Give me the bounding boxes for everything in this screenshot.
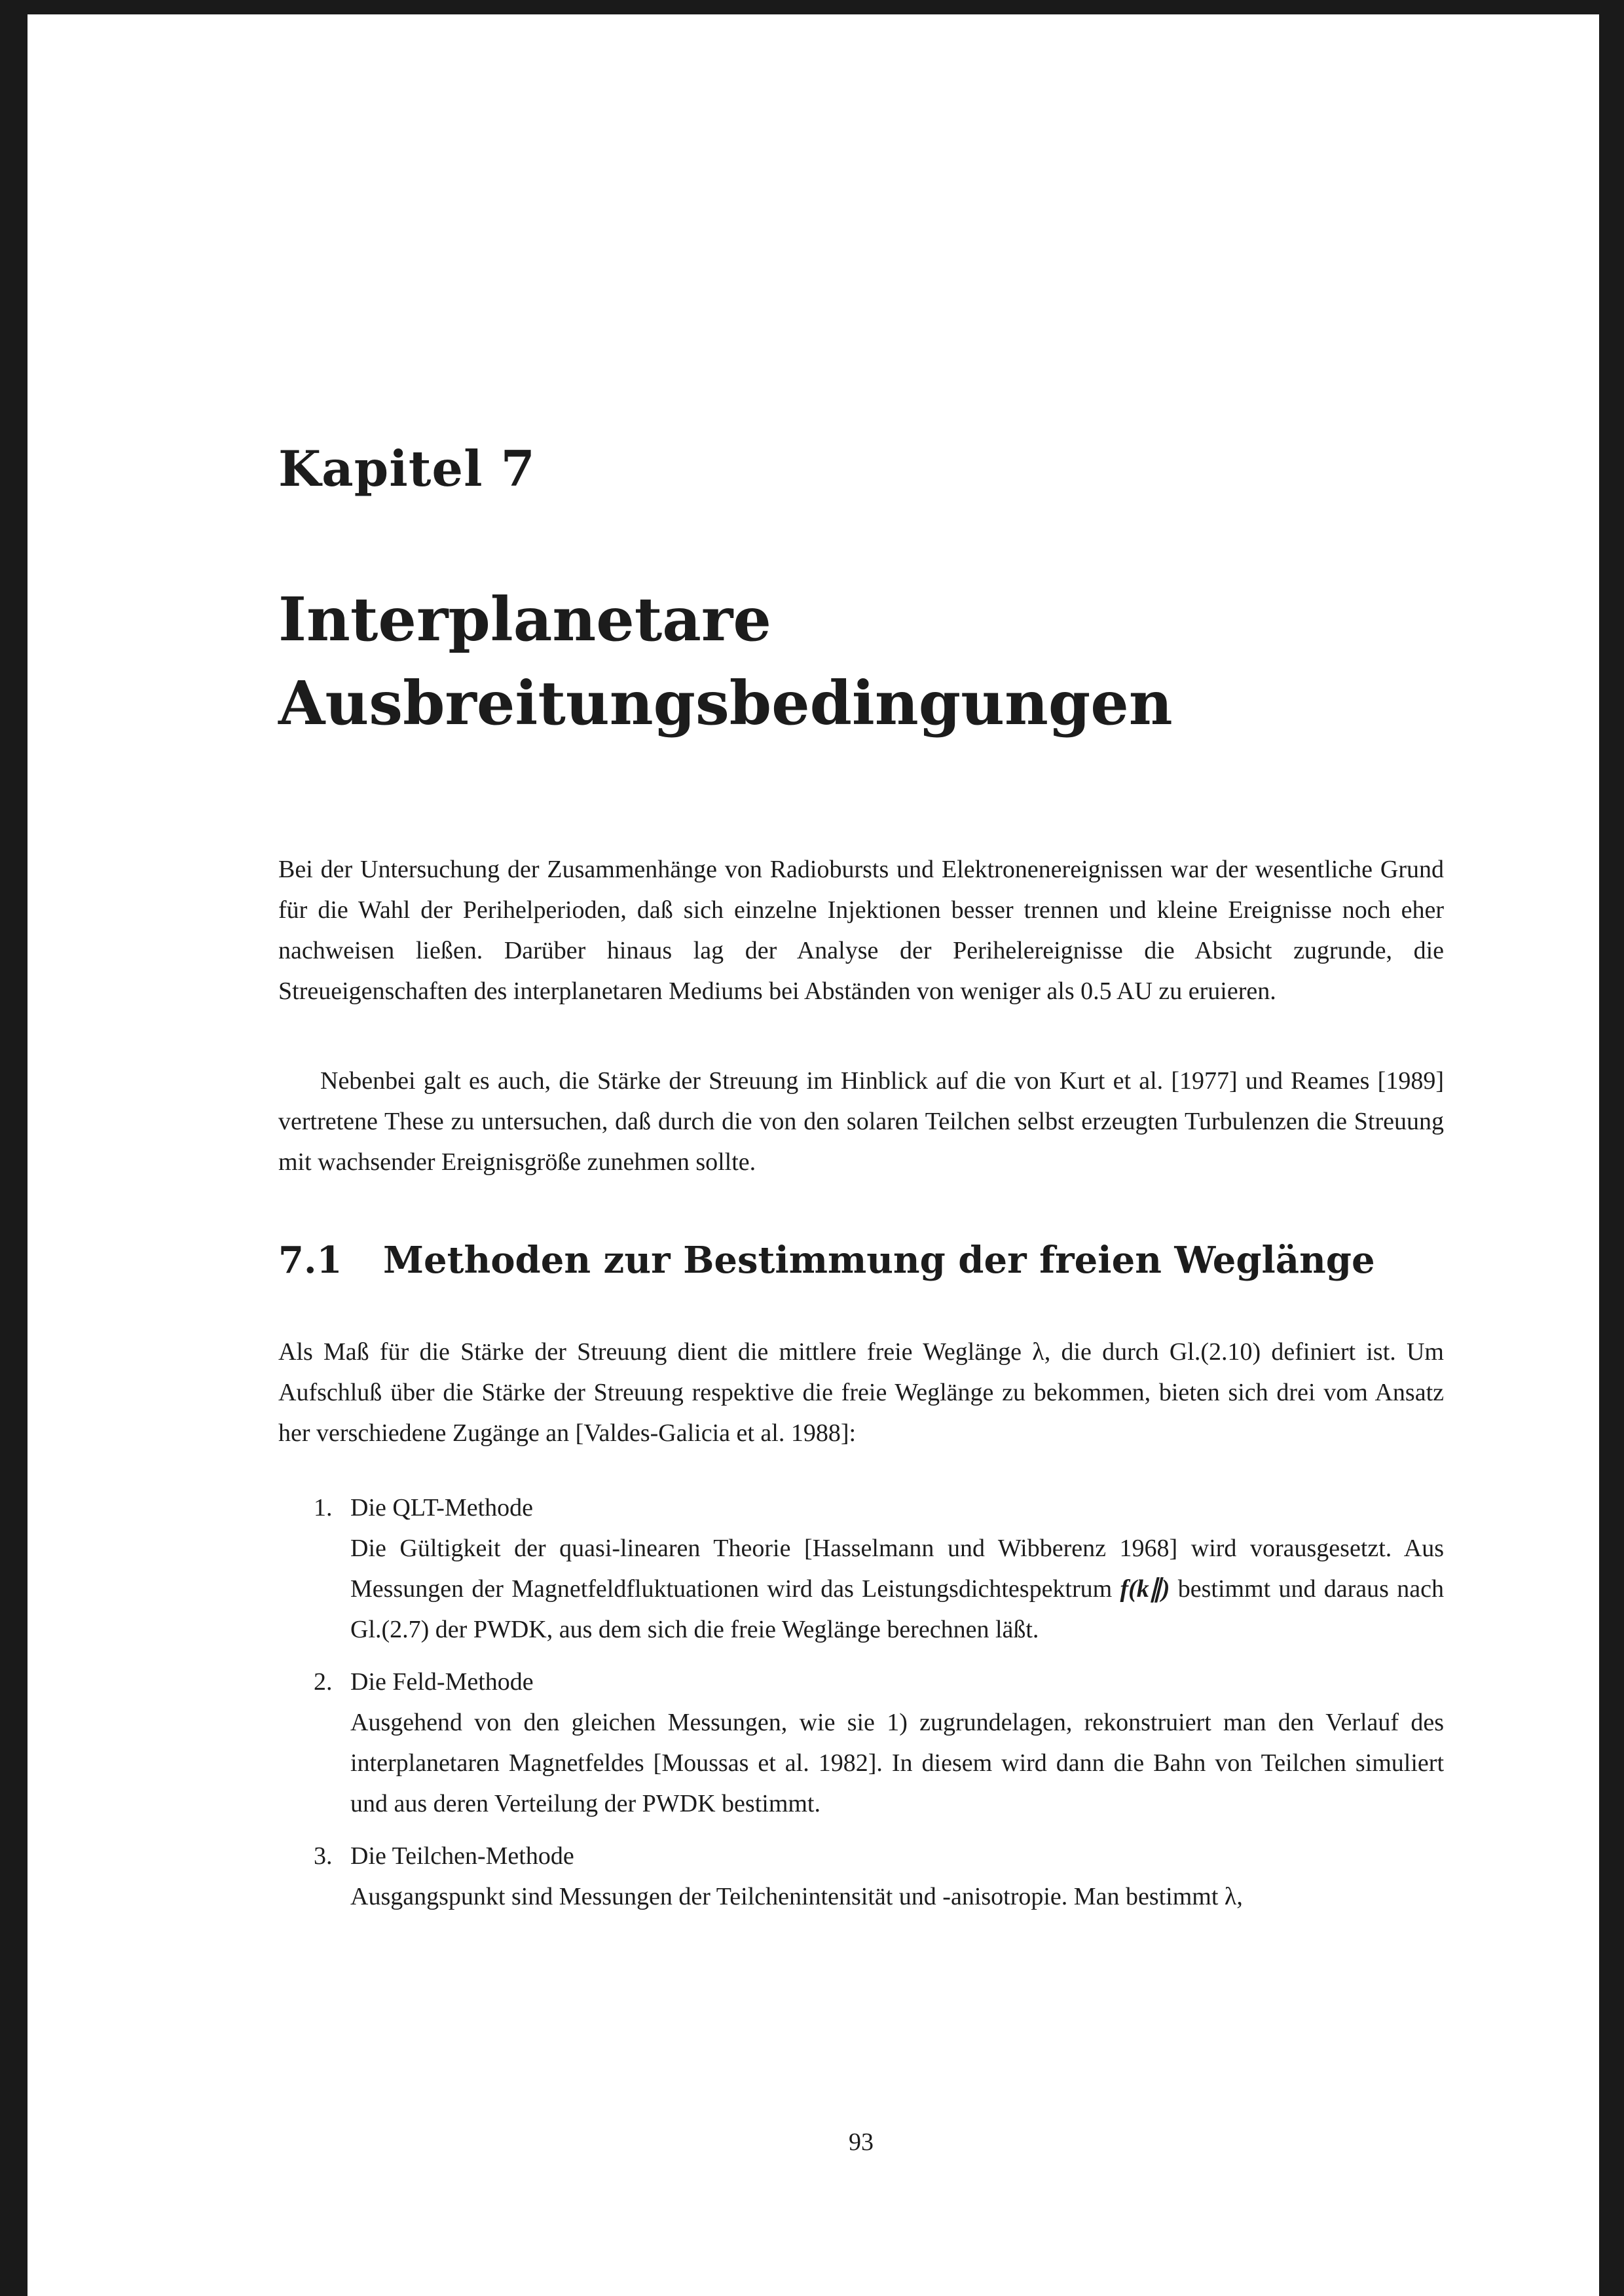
list-item-number: 3.: [314, 1842, 333, 1870]
method-list: [278, 1487, 1444, 1929]
list-item-text: Ausgangspunkt sind Messungen der Teilchenintensität und -anisotropie. Man bestimmt λ,: [350, 1883, 1243, 1910]
section-number: 7.1: [278, 1239, 342, 1282]
list-item-title: Die Feld-Methode: [350, 1668, 534, 1696]
list-item-text: [350, 1528, 1444, 1650]
page: [28, 14, 1599, 2296]
paragraph: Als Maß für die Stärke der Streuung dient die mittlere freie Weglänge λ, die durch Gl.(2.10) definiert ist. Um Aufschluß über die Stärke der Streuung respektive die freie Weglänge zu bekommen, bieten sich drei vom Ansatz her verschiedene Zugänge an [Valdes-Galicia et al. 1988]:: [278, 1338, 1444, 1447]
section-title: Methoden zur Bestimmung der freien Weglänge: [383, 1239, 1375, 1282]
chapter-label: Kapitel 7: [278, 440, 536, 498]
list-item: [278, 1836, 1444, 1917]
section-heading: [278, 1239, 1375, 1282]
list-item-number: 1.: [314, 1494, 333, 1522]
chapter-title: Interplanetare Ausbreitungsbedingungen: [278, 584, 1173, 738]
text-segment: bestimmt und daraus nach Gl.(2.7) der PWDK, aus dem sich die freie Weglänge berechnen läßt.: [350, 1575, 1444, 1643]
list-item: [278, 1662, 1444, 1824]
list-item-text: Ausgehend von den gleichen Messungen, wie sie 1) zugrundelagen, rekonstruiert man den Verlauf des interplanetaren Magnetfeldes [Moussas et al. 1982]. In diesem wird dann die Bahn von Teilchen simuliert und aus deren Verteilung der PWDK bestimmt.: [350, 1709, 1444, 1817]
formula: f(k∥): [1120, 1575, 1170, 1603]
paragraph: Nebenbei galt es auch, die Stärke der Streuung im Hinblick auf die von Kurt et al. [1977] und Reames [1989] vertretene These zu untersuchen, daß durch die von den solaren Teilchen selbst erzeugten Turbulenzen die Streuung mit wachsender Ereignisgröße zunehmen sollte.: [278, 1067, 1444, 1176]
list-item: [278, 1487, 1444, 1650]
list-item-title: Die QLT-Methode: [350, 1494, 533, 1522]
page-number: 93: [849, 2128, 874, 2156]
paragraph: Bei der Untersuchung der Zusammenhänge von Radiobursts und Elektronenereignissen war der wesentliche Grund für die Wahl der Perihelperioden, daß sich einzelne Injektionen besser trennen und kleine Ereignisse noch eher nachweisen ließen. Darüber hinaus lag der Analyse der Perihelereignisse die Absicht zugrunde, die Streueigenschaften des interplanetaren Mediums bei Abständen von weniger als 0.5 AU zu eruieren.: [278, 856, 1444, 1005]
text-segment: Die Gültigkeit der quasi-linearen Theorie [Hasselmann und Wibberenz 1968] wird vorausgesetzt. Aus Messungen der Magnetfeldfluktuationen wird das Leistungsdichtespektrum: [350, 1535, 1444, 1603]
list-item-number: 2.: [314, 1668, 333, 1696]
list-item-title: Die Teilchen-Methode: [350, 1842, 574, 1870]
